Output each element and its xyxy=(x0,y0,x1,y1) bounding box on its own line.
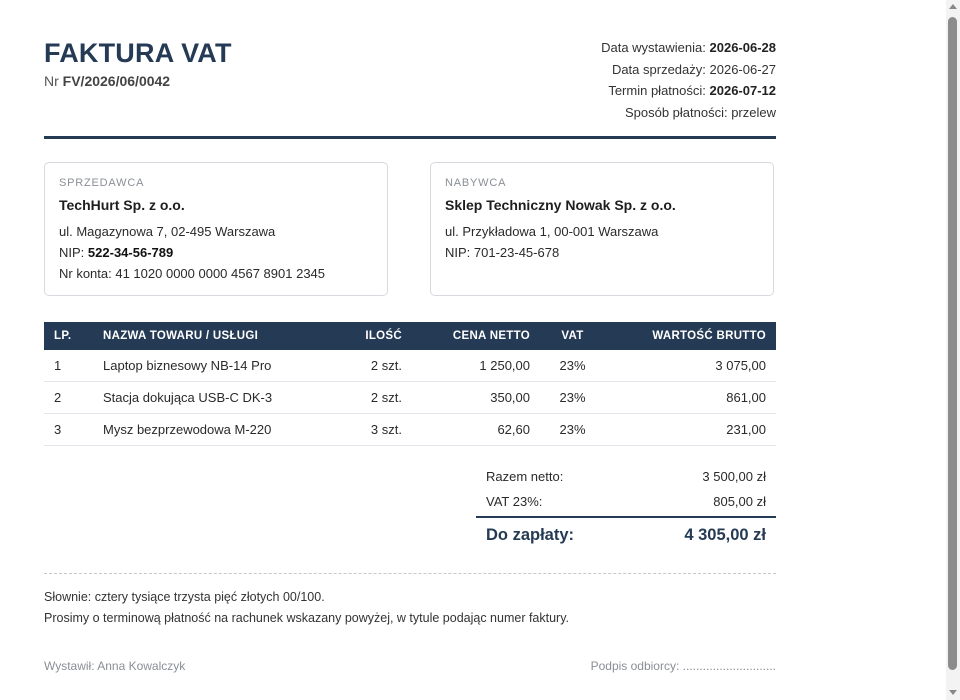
total-vat-label: VAT 23%: xyxy=(486,494,543,509)
cell-name: Laptop biznesowy NB-14 Pro xyxy=(93,350,328,382)
seller-nip xyxy=(59,242,373,263)
invoice-number-value: FV/2026/06/0042 xyxy=(62,73,171,89)
cell-lp: 2 xyxy=(44,382,93,414)
col-header-qty: ILOŚĆ xyxy=(328,322,412,350)
cell-vat: 23% xyxy=(540,414,605,446)
sale-date-value: 2026-06-27 xyxy=(709,61,776,77)
buyer-box xyxy=(430,162,774,296)
buyer-nip: NIP: 701-23-45-678 xyxy=(445,245,560,260)
issue-date-value: 2026-06-28 xyxy=(709,40,776,55)
cell-vat: 23% xyxy=(540,382,605,414)
footer-divider xyxy=(44,573,776,574)
payment-method-label: Sposób płatności: xyxy=(624,104,728,120)
buyer-address: ul. Przykładowa 1, 00-001 Warszawa xyxy=(445,224,659,239)
header-divider xyxy=(44,136,776,139)
scrollbar-thumb[interactable] xyxy=(948,17,957,670)
cell-vat: 23% xyxy=(540,350,605,382)
table-row xyxy=(44,414,776,446)
total-vat-row xyxy=(476,489,776,514)
total-net-value: 3 500,00 zł xyxy=(702,469,766,484)
amount-due-value: 4 305,00 zł xyxy=(684,526,766,544)
cell-lp: 3 xyxy=(44,414,93,446)
seller-nip-value: 522-34-56-789 xyxy=(87,245,174,260)
payment-request-note: Prosimy o terminową płatność na rachunek wskazany powyżej, w tytule podając numer faktury. xyxy=(44,611,570,625)
col-header-name: NAZWA TOWARU / USŁUGI xyxy=(93,322,328,350)
cell-qty: 2 szt. xyxy=(328,382,412,414)
items-table xyxy=(44,322,776,446)
sale-date-row xyxy=(601,60,776,82)
total-net-label: Razem netto: xyxy=(486,469,564,484)
due-date-row xyxy=(601,81,776,103)
seller-name: TechHurt Sp. z o.o. xyxy=(59,197,185,213)
table-header-row xyxy=(44,322,776,350)
cell-gross: 861,00 xyxy=(605,382,776,414)
cell-qty: 2 szt. xyxy=(328,350,412,382)
payment-method-row xyxy=(601,103,776,125)
amount-in-words: Słownie: cztery tysiące trzysta pięć złotych 00/100. xyxy=(44,590,325,604)
total-vat-value: 805,00 zł xyxy=(713,494,766,509)
invoice-number-prefix: Nr xyxy=(44,73,59,89)
issued-by: Wystawił: Anna Kowalczyk xyxy=(44,659,186,673)
cell-net-price: 1 250,00 xyxy=(412,350,540,382)
invoice-number xyxy=(44,73,170,89)
seller-address: ul. Magazynowa 7, 02-495 Warszawa xyxy=(59,224,276,239)
due-date-value: 2026-07-12 xyxy=(709,83,776,98)
seller-account: Nr konta: 41 1020 0000 0000 4567 8901 2345 xyxy=(59,266,326,281)
col-header-vat: VAT xyxy=(540,322,605,350)
cell-name: Mysz bezprzewodowa M-220 xyxy=(93,414,328,446)
invoice-dates xyxy=(601,38,776,124)
buyer-name: Sklep Techniczny Nowak Sp. z o.o. xyxy=(445,197,676,213)
amount-due-row xyxy=(476,518,776,552)
cell-net-price: 62,60 xyxy=(412,414,540,446)
scroll-up-arrow-icon[interactable] xyxy=(949,4,957,9)
amount-due-label: Do zapłaty: xyxy=(486,526,575,544)
issue-date-label: Data wystawienia: xyxy=(601,40,706,55)
col-header-lp: LP. xyxy=(44,322,93,350)
due-date-label: Termin płatności: xyxy=(608,83,706,98)
buyer-label: NABYWCA xyxy=(445,177,507,189)
col-header-net-price: CENA NETTO xyxy=(412,322,540,350)
invoice-title: FAKTURA VAT xyxy=(44,38,232,68)
cell-net-price: 350,00 xyxy=(412,382,540,414)
cell-gross: 3 075,00 xyxy=(605,350,776,382)
totals-summary xyxy=(476,464,776,552)
col-header-gross: WARTOŚĆ BRUTTO xyxy=(605,322,776,350)
table-row xyxy=(44,350,776,382)
seller-label: SPRZEDAWCA xyxy=(59,177,145,189)
cell-gross: 231,00 xyxy=(605,414,776,446)
table-row xyxy=(44,382,776,414)
payment-method-value: przelew xyxy=(731,104,776,120)
issue-date-row xyxy=(601,38,776,60)
scroll-down-arrow-icon[interactable] xyxy=(949,690,957,695)
sale-date-label: Data sprzedaży: xyxy=(611,61,706,77)
seller-nip-label: NIP: xyxy=(59,245,85,260)
cell-lp: 1 xyxy=(44,350,93,382)
cell-qty: 3 szt. xyxy=(328,414,412,446)
recipient-signature: Podpis odbiorcy: ............................ xyxy=(590,659,776,673)
seller-box xyxy=(44,162,388,296)
cell-name: Stacja dokująca USB-C DK-3 xyxy=(93,382,328,414)
total-net-row xyxy=(476,464,776,489)
